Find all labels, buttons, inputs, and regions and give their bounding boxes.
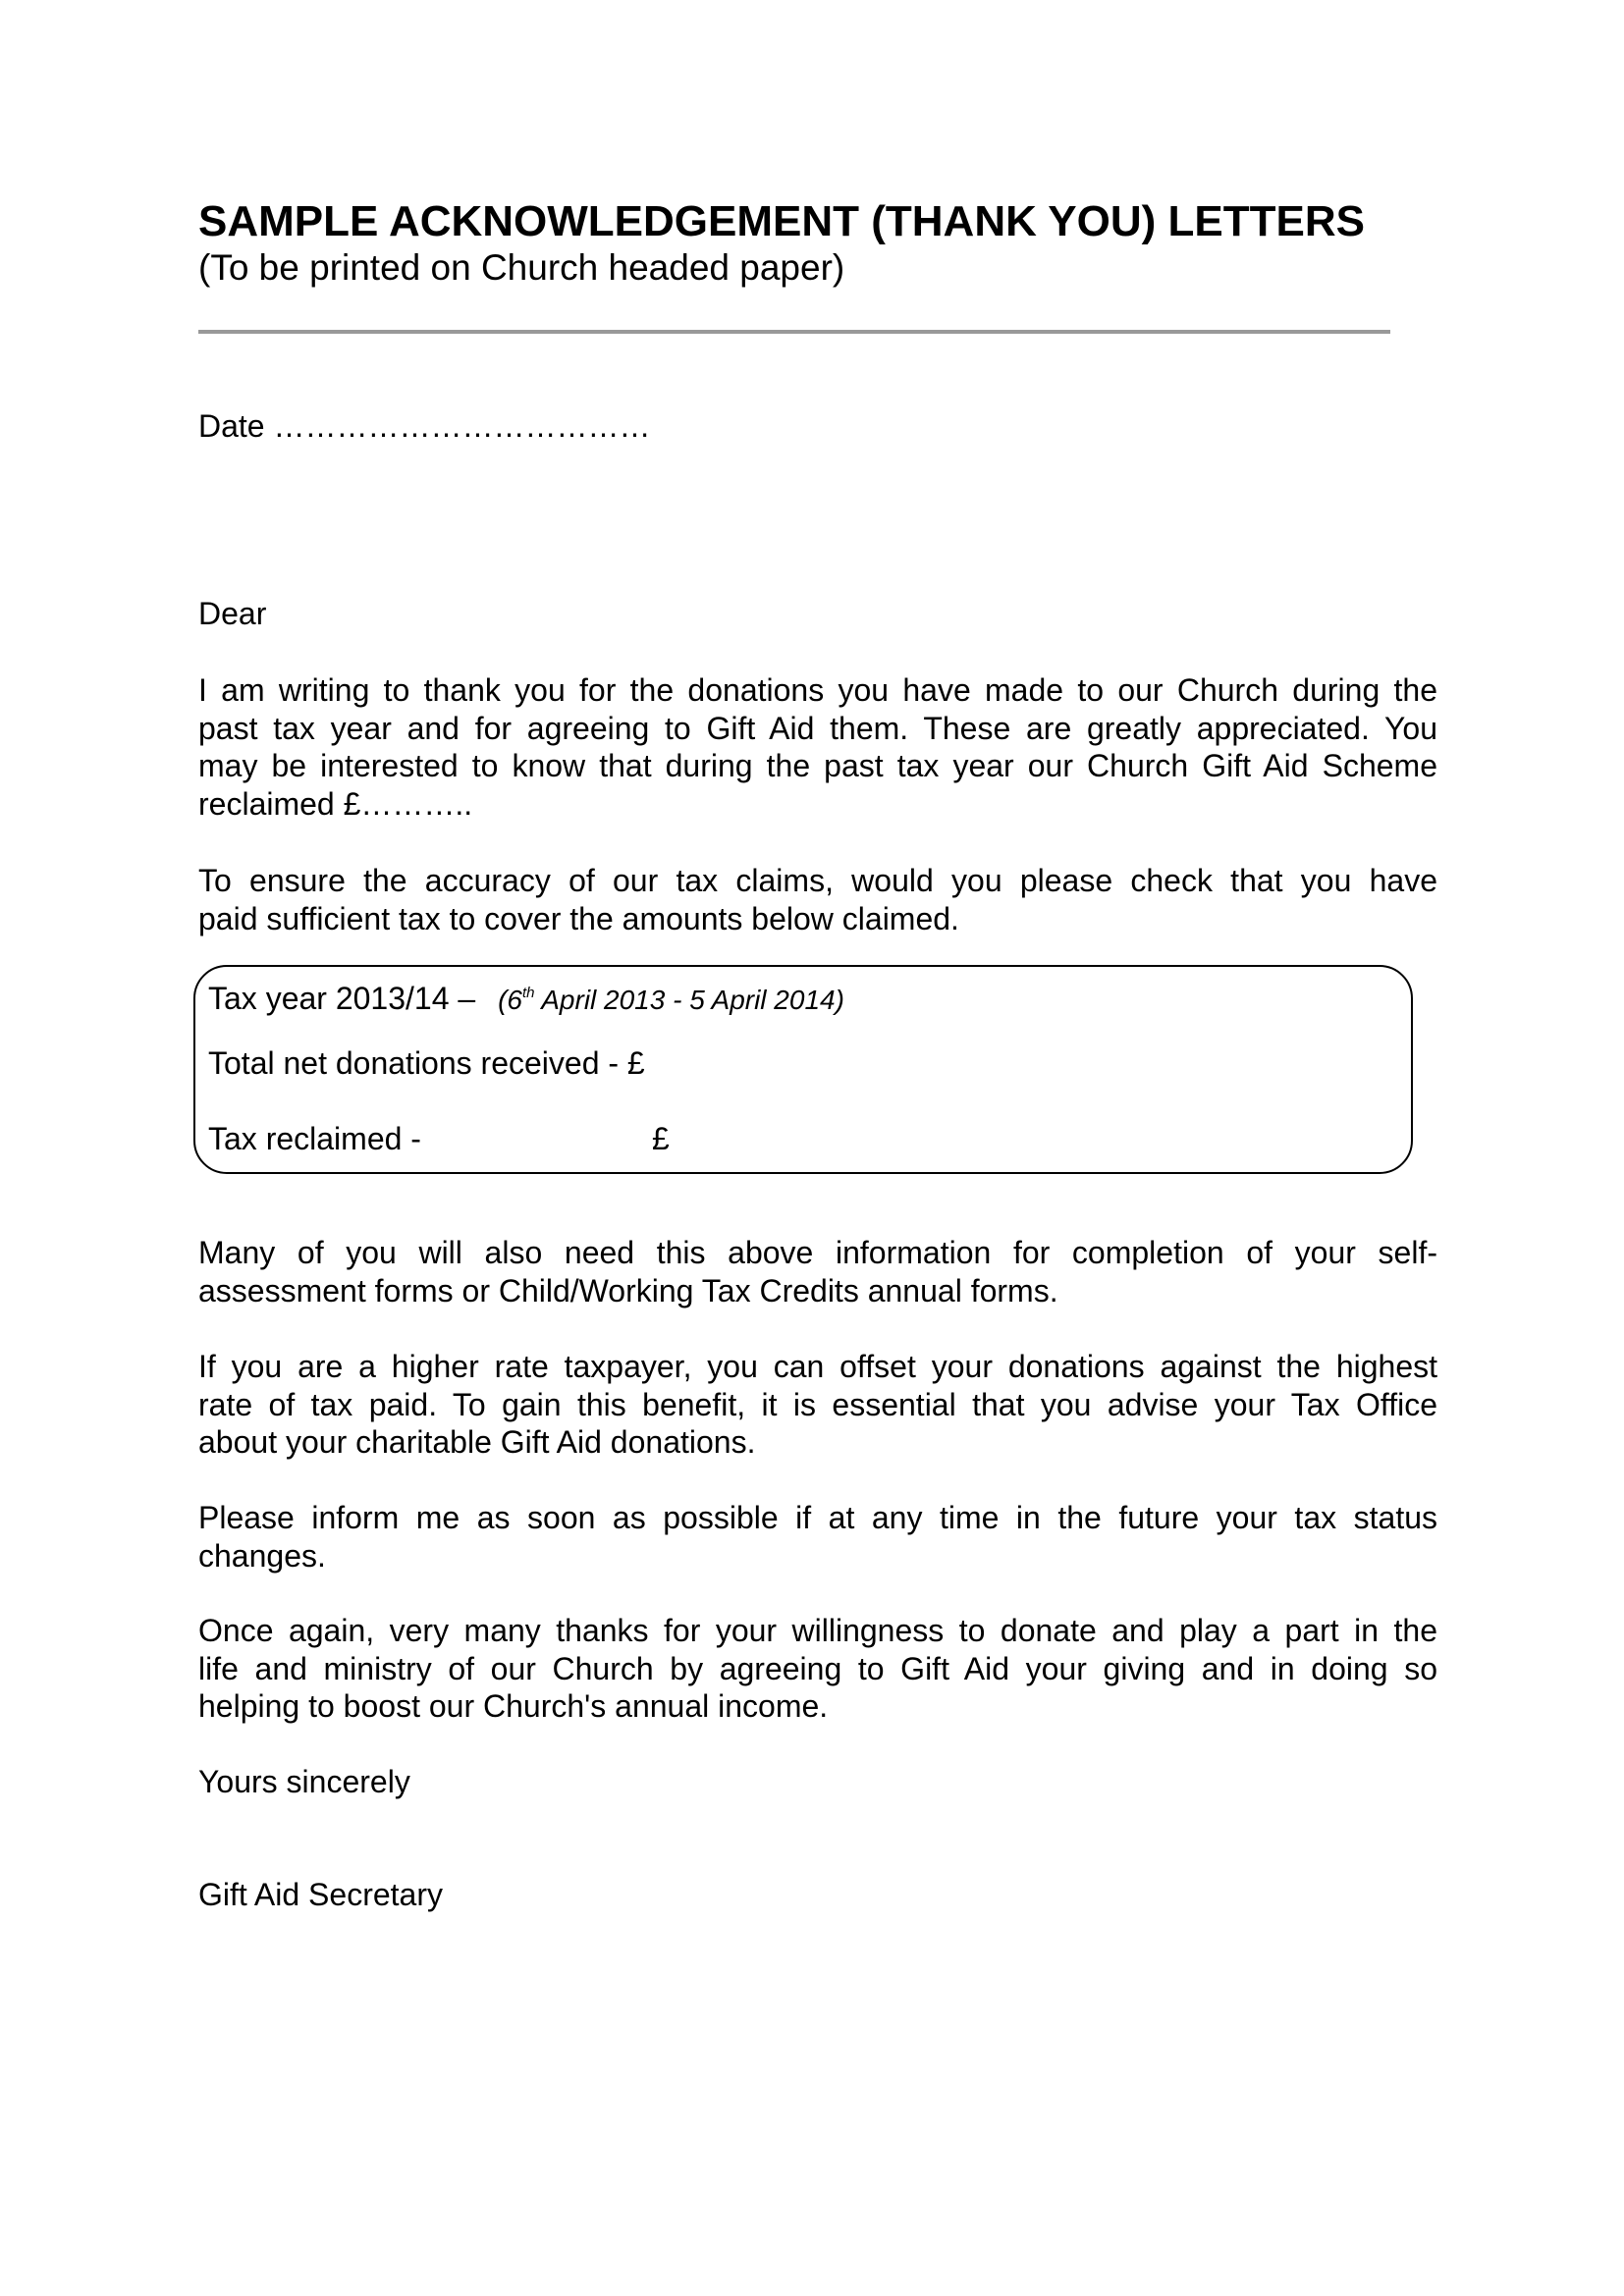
- period-day-suffix: th: [521, 985, 535, 1001]
- paragraph-line: Please inform me as soon as possible if at any time in the future your tax status: [198, 1500, 1437, 1535]
- net-donations-line: Total net donations received - £: [208, 1045, 645, 1081]
- paragraph-line: Many of you will also need this above information for completion of your self-: [198, 1235, 1437, 1270]
- paragraph-accuracy: [198, 862, 1437, 937]
- tax-year-label: Tax year 2013/14 –: [208, 981, 476, 1016]
- page-subtitle: (To be printed on Church headed paper): [198, 247, 845, 288]
- paragraph-line: about your charitable Gift Aid donations.: [198, 1424, 756, 1460]
- header-divider: [198, 330, 1390, 334]
- paragraph-line: paid sufficient tax to cover the amounts below claimed.: [198, 900, 959, 936]
- page-title: SAMPLE ACKNOWLEDGEMENT (THANK YOU) LETTERS: [198, 197, 1365, 245]
- paragraph-line: If you are a higher rate taxpayer, you can offset your donations against the highest: [198, 1349, 1437, 1384]
- paragraph-line: rate of tax paid. To gain this benefit, it is essential that you advise your Tax Office: [198, 1386, 1437, 1422]
- paragraph-line: helping to boost our Church's annual income.: [198, 1688, 829, 1724]
- paragraph-status-change: [198, 1499, 1437, 1575]
- paragraph-line: assessment forms or Child/Working Tax Credits annual forms.: [198, 1272, 1058, 1308]
- period-rest: April 2013 - 5 April 2014): [534, 985, 844, 1015]
- paragraph-line: To ensure the accuracy of our tax claims, would you please check that you have: [198, 863, 1437, 898]
- paragraph-thanks: [198, 671, 1437, 823]
- salutation: Dear: [198, 596, 267, 631]
- paragraph-higher-rate: [198, 1348, 1437, 1462]
- tax-reclaimed-currency: £: [652, 1121, 670, 1156]
- signatory: Gift Aid Secretary: [198, 1877, 443, 1912]
- paragraph-self-assessment: [198, 1234, 1437, 1309]
- paragraph-line: life and ministry of our Church by agreeing to Gift Aid your giving and in doing so: [198, 1650, 1437, 1686]
- paragraph-line: past tax year and for agreeing to Gift Aid them. These are greatly appreciated. You: [198, 710, 1437, 746]
- closing: Yours sincerely: [198, 1764, 410, 1799]
- date-line: Date ………………………………: [198, 408, 651, 444]
- paragraph-line: Once again, very many thanks for your willingness to donate and play a part in the: [198, 1613, 1437, 1648]
- tax-year-line: [208, 975, 844, 1019]
- tax-reclaimed-label: Tax reclaimed -: [208, 1121, 421, 1156]
- paragraph-line: changes.: [198, 1537, 326, 1574]
- period-day: (6: [498, 985, 522, 1015]
- paragraph-closing-thanks: [198, 1612, 1437, 1726]
- paragraph-line: may be interested to know that during the past tax year our Church Gift Aid Scheme: [198, 748, 1437, 783]
- paragraph-line: reclaimed £………..: [198, 785, 473, 822]
- tax-year-period: [498, 985, 844, 1015]
- paragraph-line: I am writing to thank you for the donations you have made to our Church during the: [198, 672, 1437, 708]
